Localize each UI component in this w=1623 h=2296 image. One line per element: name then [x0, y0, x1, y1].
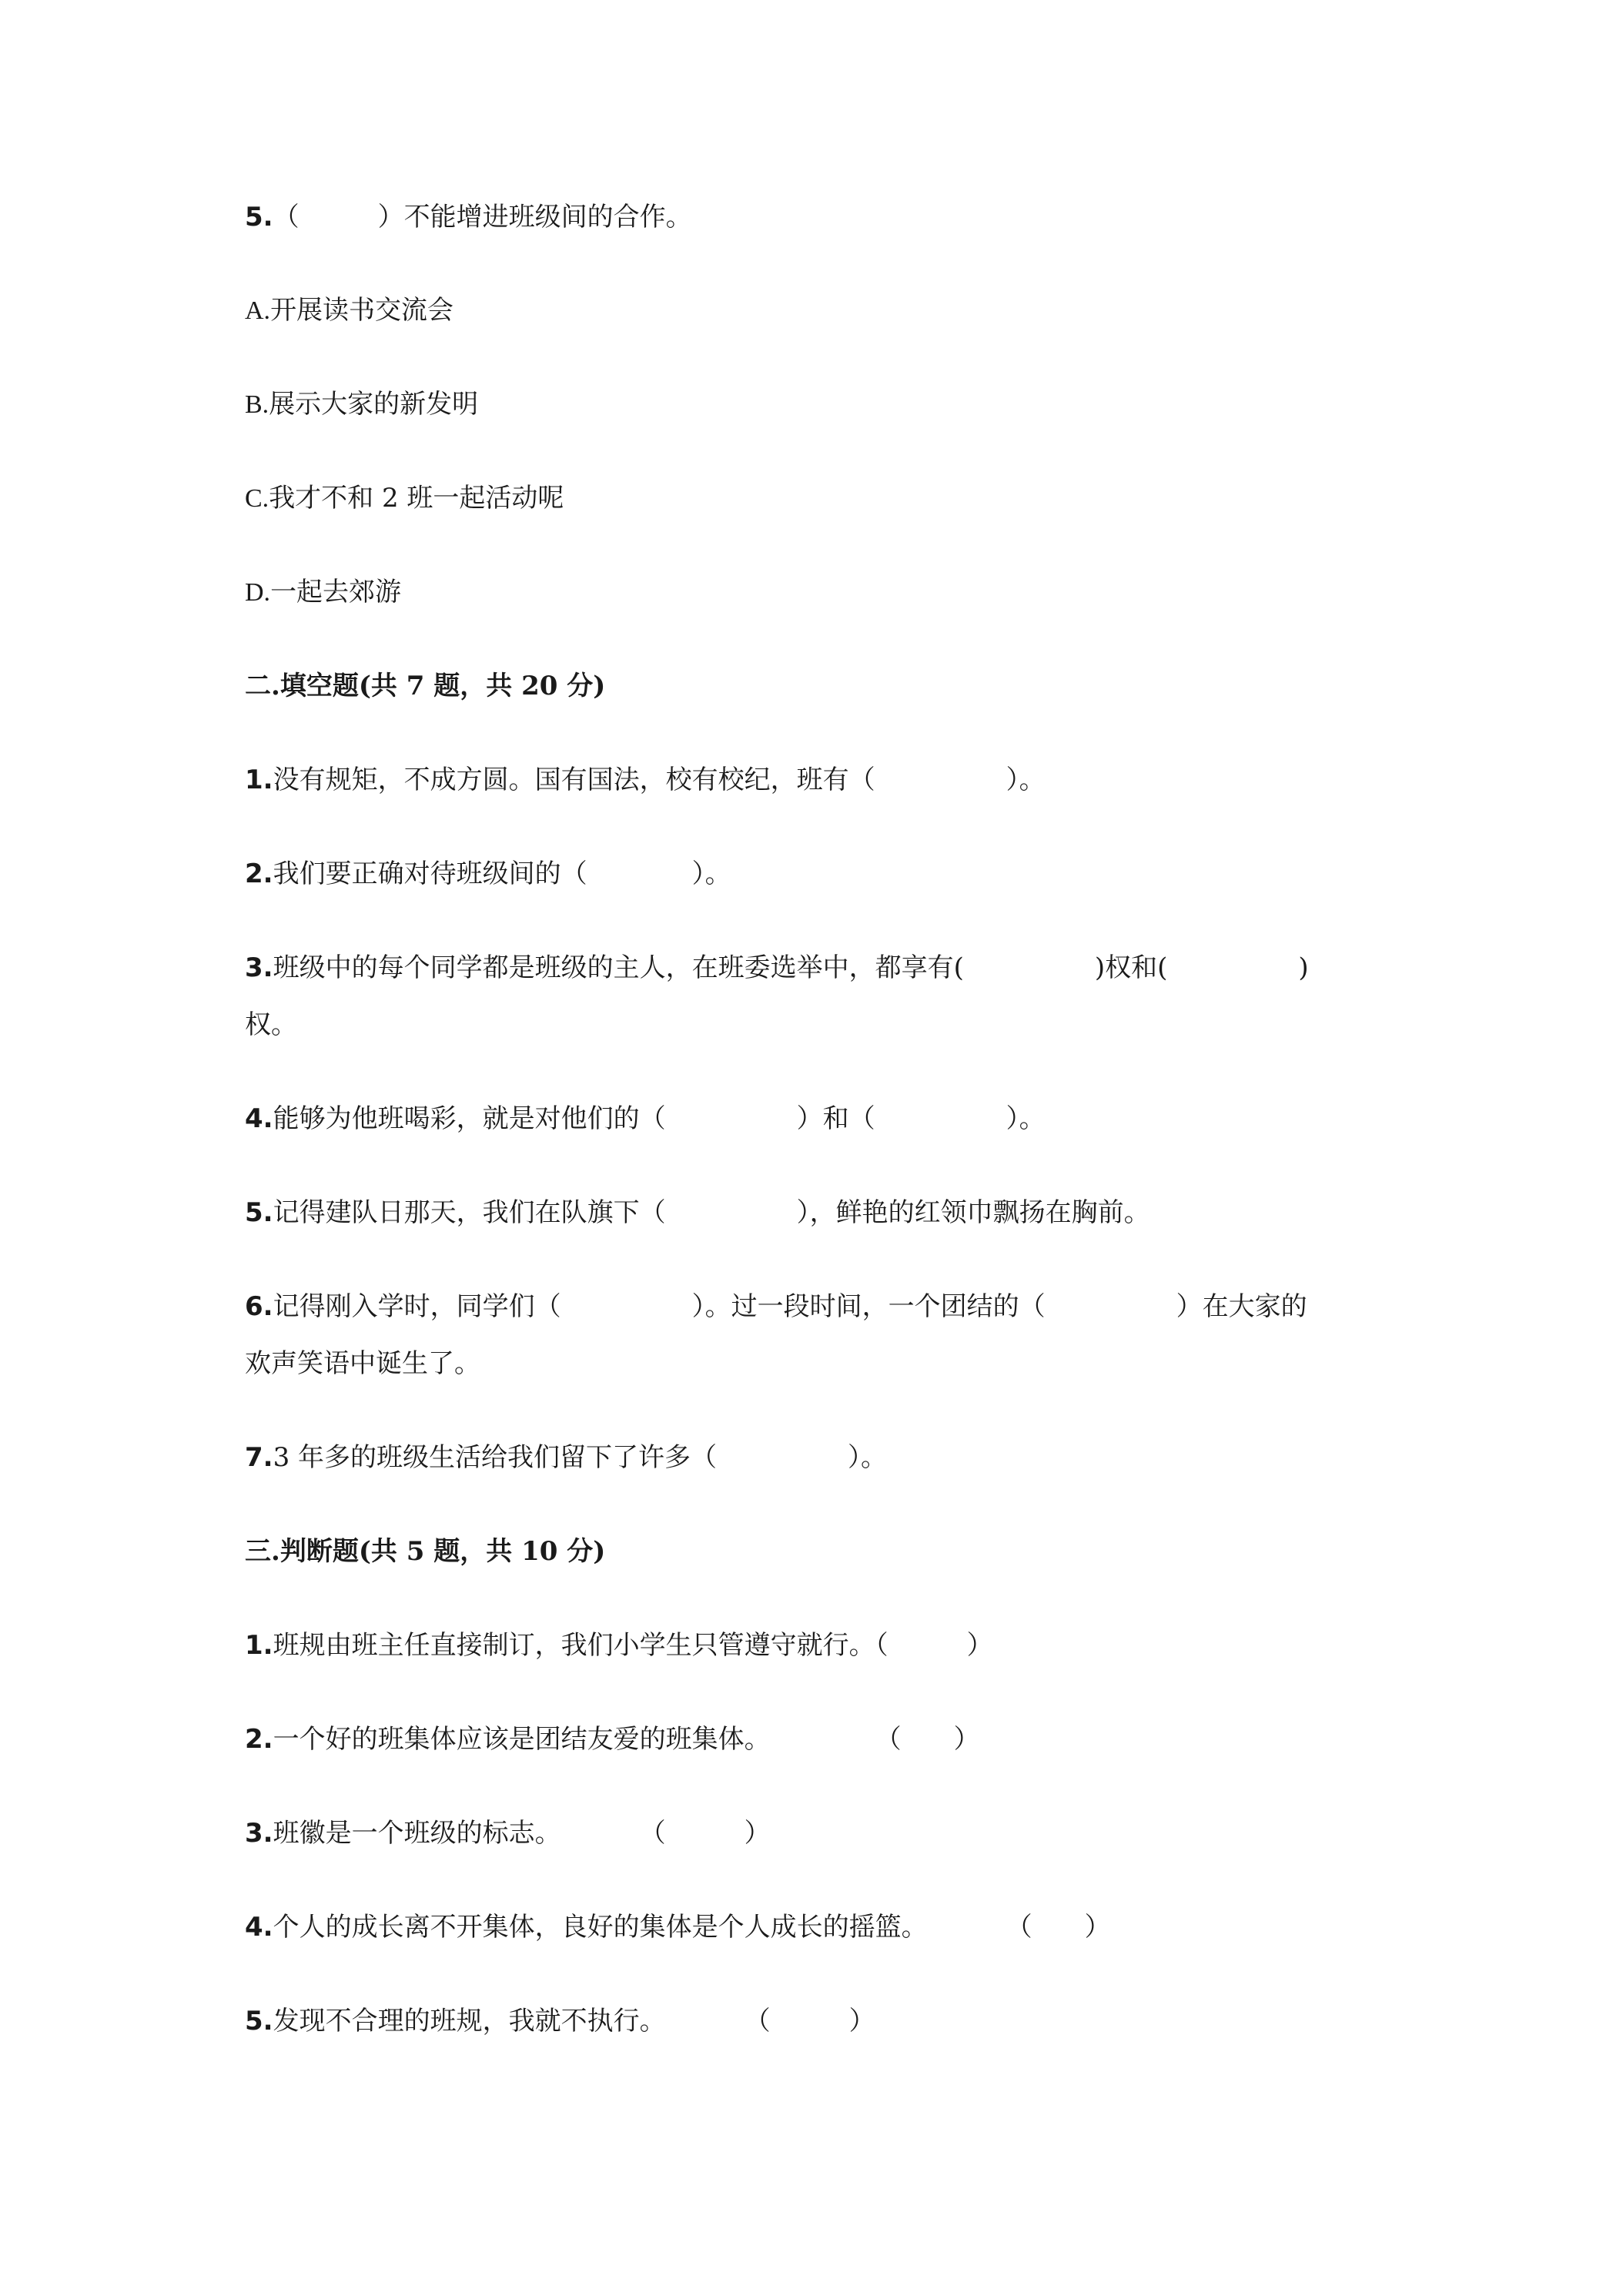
option-a: [245, 293, 453, 328]
item-number: 6.: [245, 1291, 273, 1322]
item-number: 1.: [245, 1630, 273, 1661]
item-number: 5.: [245, 1197, 273, 1228]
item-text: 一个好的班集体应该是团结友爱的班集体。 （ ）: [273, 1724, 980, 1755]
fill-item-2: [245, 857, 731, 891]
option-text: 我才不和 2 班一起活动呢: [269, 483, 564, 514]
item-text: 个人的成长离不开集体，良好的集体是个人成长的摇篮。 （ ）: [273, 1912, 1111, 1943]
item-number: 4.: [245, 1103, 273, 1134]
item-number: 5.: [245, 2006, 273, 2037]
option-text: 一起去郊游: [270, 577, 402, 607]
judge-item-3: [245, 1816, 771, 1850]
fill-item-1: [245, 763, 1046, 797]
section-heading-fill-blank: 二.填空题(共 7 题，共 20 分): [245, 671, 606, 701]
question-5: [245, 200, 692, 234]
option-letter: A.: [245, 296, 271, 325]
item-number: 2.: [245, 1724, 273, 1755]
judge-item-4: [245, 1910, 1111, 1944]
judge-item-1: [245, 1628, 993, 1662]
item-text: 记得建队日那天，我们在队旗下（ ），鲜艳的红领巾飘扬在胸前。: [273, 1197, 1150, 1228]
fill-item-6: [245, 1290, 1307, 1324]
option-c: [245, 481, 564, 516]
option-letter: B.: [245, 390, 269, 419]
item-text: 3 年多的班级生活给我们留下了许多（ ）。: [273, 1442, 888, 1473]
item-number: 3.: [245, 1818, 273, 1849]
item-number: 1.: [245, 765, 273, 795]
question-number: 5.: [245, 202, 273, 233]
option-text: 开展读书交流会: [270, 295, 454, 326]
item-text: 班徽是一个班级的标志。 （ ）: [273, 1818, 771, 1849]
fill-item-5: [245, 1196, 1150, 1230]
section-heading-true-false: 三.判断题(共 5 题，共 10 分): [245, 1536, 606, 1567]
fill-item-6-continuation: 欢声笑语中诞生了。: [245, 1348, 480, 1379]
fill-item-3-continuation: 权。: [245, 1009, 297, 1040]
item-number: 3.: [245, 952, 273, 983]
fill-item-7: [245, 1441, 887, 1474]
fill-item-4: [245, 1102, 1046, 1136]
item-text: 班规由班主任直接制订，我们小学生只管遵守就行。（ ）: [273, 1630, 993, 1661]
option-text: 展示大家的新发明: [269, 389, 479, 420]
option-letter: C.: [245, 484, 269, 513]
option-letter: D.: [245, 578, 271, 607]
question-text: （ ）不能增进班级间的合作。: [273, 202, 692, 233]
item-text: 没有规矩，不成方圆。国有国法，校有校纪，班有（ ）。: [273, 765, 1046, 795]
item-text: 我们要正确对待班级间的（ ）。: [273, 858, 731, 889]
item-number: 7.: [245, 1442, 273, 1473]
fill-item-3: [245, 951, 1309, 985]
item-number: 2.: [245, 858, 273, 889]
item-text: 班级中的每个同学都是班级的主人，在班委选举中，都享有( )权和( ): [273, 952, 1309, 983]
option-b: [245, 387, 478, 422]
judge-item-5: [245, 2004, 875, 2038]
item-text: 记得刚入学时，同学们（ ）。过一段时间，一个团结的（ ）在大家的: [273, 1291, 1307, 1322]
item-text: 能够为他班喝彩，就是对他们的（ ）和（ ）。: [273, 1103, 1046, 1134]
judge-item-2: [245, 1722, 980, 1756]
item-number: 4.: [245, 1912, 273, 1943]
item-text: 发现不合理的班规，我就不执行。 （ ）: [273, 2006, 875, 2037]
option-d: [245, 575, 401, 610]
